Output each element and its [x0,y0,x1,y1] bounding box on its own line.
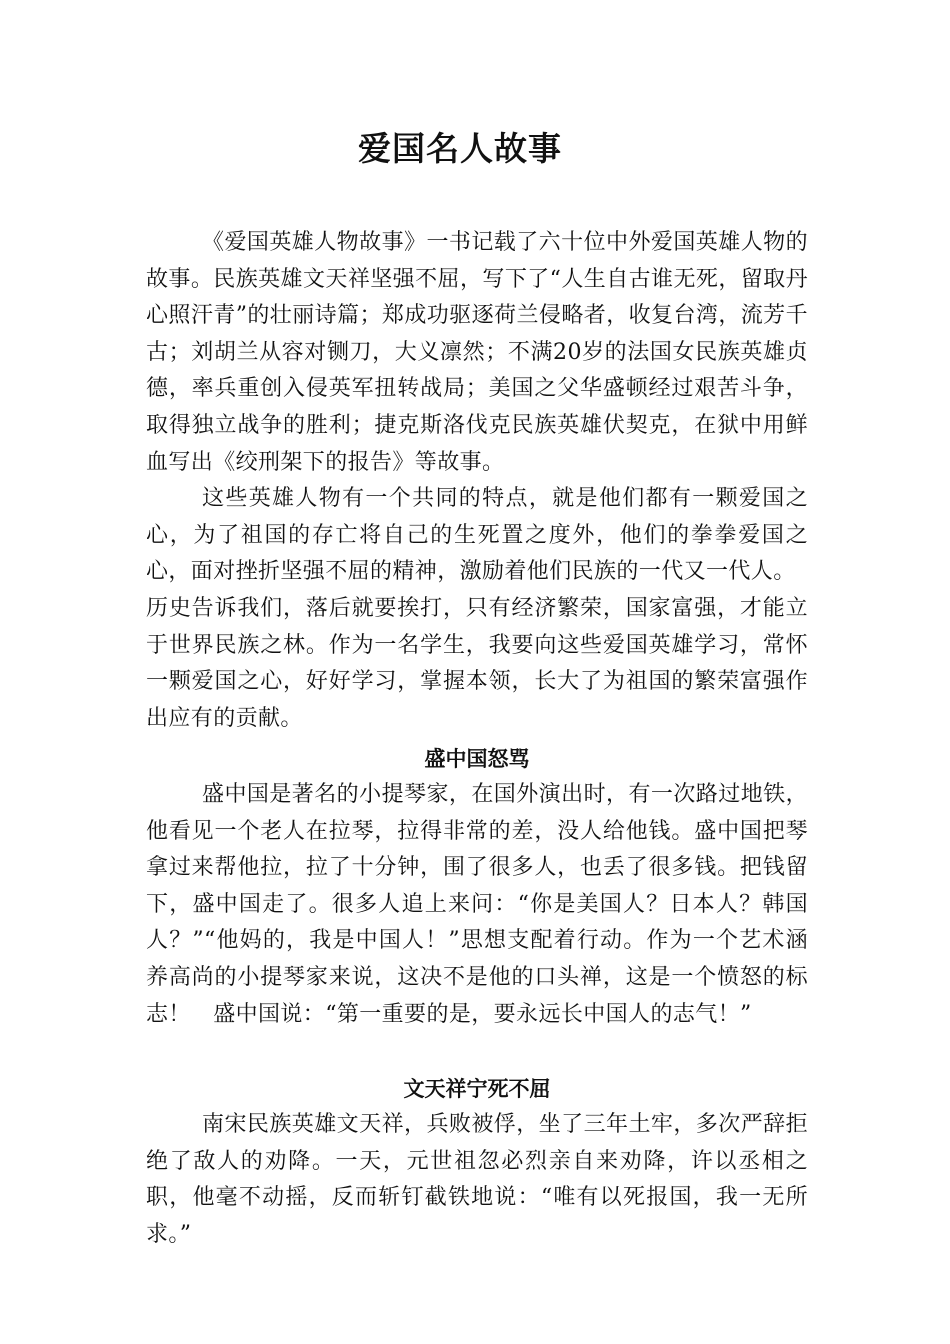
intro-paragraph-1: 《爱国英雄人物故事》一书记载了六十位中外爱国英雄人物的故事。民族英雄文天祥坚强不屈，写下了“人生自古谁无死，留取丹心照汗青”的壮丽诗篇；郑成功驱逐荷兰侵略者，收复台湾，流芳千古；刘胡兰从容对铡刀，大义凛然；不满20岁的法国女民族英雄贞德，率兵重创入侵英军扭转战局；美国之父华盛顿经过艰苦斗争，取得独立战争的胜利；捷克斯洛伐克民族英雄伏契克，在狱中用鲜血写出《绞刑架下的报告》等故事。 [146,230,808,475]
section-paragraph-wen-tianxiang: 南宋民族英雄文天祥，兵败被俘，坐了三年土牢，多次严辞拒绝了敌人的劝降。一天，元世祖忽必烈亲自来劝降，许以丞相之职，他毫不动摇，反而斩钉截铁地说：“唯有以死报国，我一无所求。” [146,1112,808,1247]
intro-paragraph-3: 历史告诉我们，落后就要挨打，只有经济繁荣，国家富强，才能立于世界民族之林。作为一名学生，我要向这些爱国英雄学习，常怀一颗爱国之心，好好学习，掌握本领，长大了为祖国的繁荣富强作出应有的贡献。 [146,596,808,731]
section-heading-wen-tianxiang: 文天祥宁死不屈 [403,1077,551,1101]
document-title: 爱国名人故事 [358,129,562,168]
section-paragraph-sheng-zhongguo: 盛中国是著名的小提琴家，在国外演出时，有一次路过地铁，他看见一个老人在拉琴，拉得非常的差，没人给他钱。盛中国把琴拿过来帮他拉，拉了十分钟，围了很多人，也丢了很多钱。把钱留下，盛中国走了。很多人追上来问：“你是美国人？日本人？韩国人？”“他妈的，我是中国人！”思想支配着行动。作为一个艺术涵养高尚的小提琴家来说，这决不是他的口头禅，这是一个愤怒的标志！ 盛中国说：“第一重要的是，要永远长中国人的志气！” [146,782,808,1027]
intro-paragraph-2: 这些英雄人物有一个共同的特点，就是他们都有一颗爱国之心，为了祖国的存亡将自己的生死置之度外，他们的拳拳爱国之心，面对挫折坚强不屈的精神，激励着他们民族的一代又一代人。 [146,486,808,585]
section-heading-sheng-zhongguo: 盛中国怒骂 [424,747,530,771]
